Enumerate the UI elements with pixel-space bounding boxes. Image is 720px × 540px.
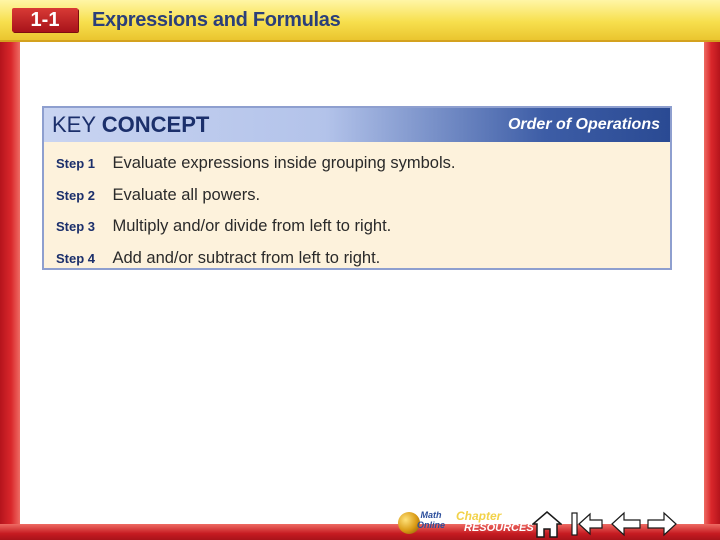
step-item	[56, 148, 455, 180]
key-concept-header	[44, 108, 670, 142]
header-bar	[0, 0, 720, 42]
steps-list	[56, 148, 455, 274]
key-concept-box	[42, 106, 672, 270]
step-item	[56, 243, 455, 275]
math-online-line2: Online	[416, 520, 445, 530]
step-text: Add and/or subtract from left to right.	[112, 248, 381, 267]
step-label: Step 1	[56, 156, 96, 171]
step-item	[56, 211, 455, 243]
key-concept-subject: Order of Operations	[507, 116, 660, 133]
step-label: Step 3	[56, 219, 96, 234]
resources-label: RESOURCES	[464, 522, 534, 534]
key-concept-label	[52, 110, 209, 140]
step-label: Step 4	[56, 250, 96, 266]
frame-right	[704, 42, 720, 528]
lesson-title: Expressions and Formulas	[92, 9, 341, 31]
first-slide-icon[interactable]	[570, 510, 604, 538]
math-online-label	[416, 510, 446, 530]
key-concept-word2: CONCEPT	[101, 112, 210, 137]
step-label: Step 2	[56, 187, 96, 203]
next-arrow-icon[interactable]	[646, 510, 678, 538]
home-icon[interactable]	[532, 510, 562, 538]
math-online-line1: Math	[420, 510, 442, 520]
step-text: Evaluate all powers.	[112, 185, 261, 204]
step-text: Multiply and/or divide from left to right.	[112, 217, 392, 235]
chapter-label: Chapter	[456, 509, 502, 523]
step-item	[56, 180, 455, 212]
previous-arrow-icon[interactable]	[610, 510, 642, 538]
math-online-button[interactable]	[398, 510, 446, 536]
chapter-resources-button[interactable]	[454, 509, 534, 536]
key-concept-word1: KEY	[52, 112, 96, 137]
frame-left	[0, 42, 20, 528]
lesson-number-badge: 1-1	[12, 8, 78, 32]
footer-nav	[0, 500, 720, 540]
step-text: Evaluate expressions inside grouping symbols.	[112, 154, 456, 172]
